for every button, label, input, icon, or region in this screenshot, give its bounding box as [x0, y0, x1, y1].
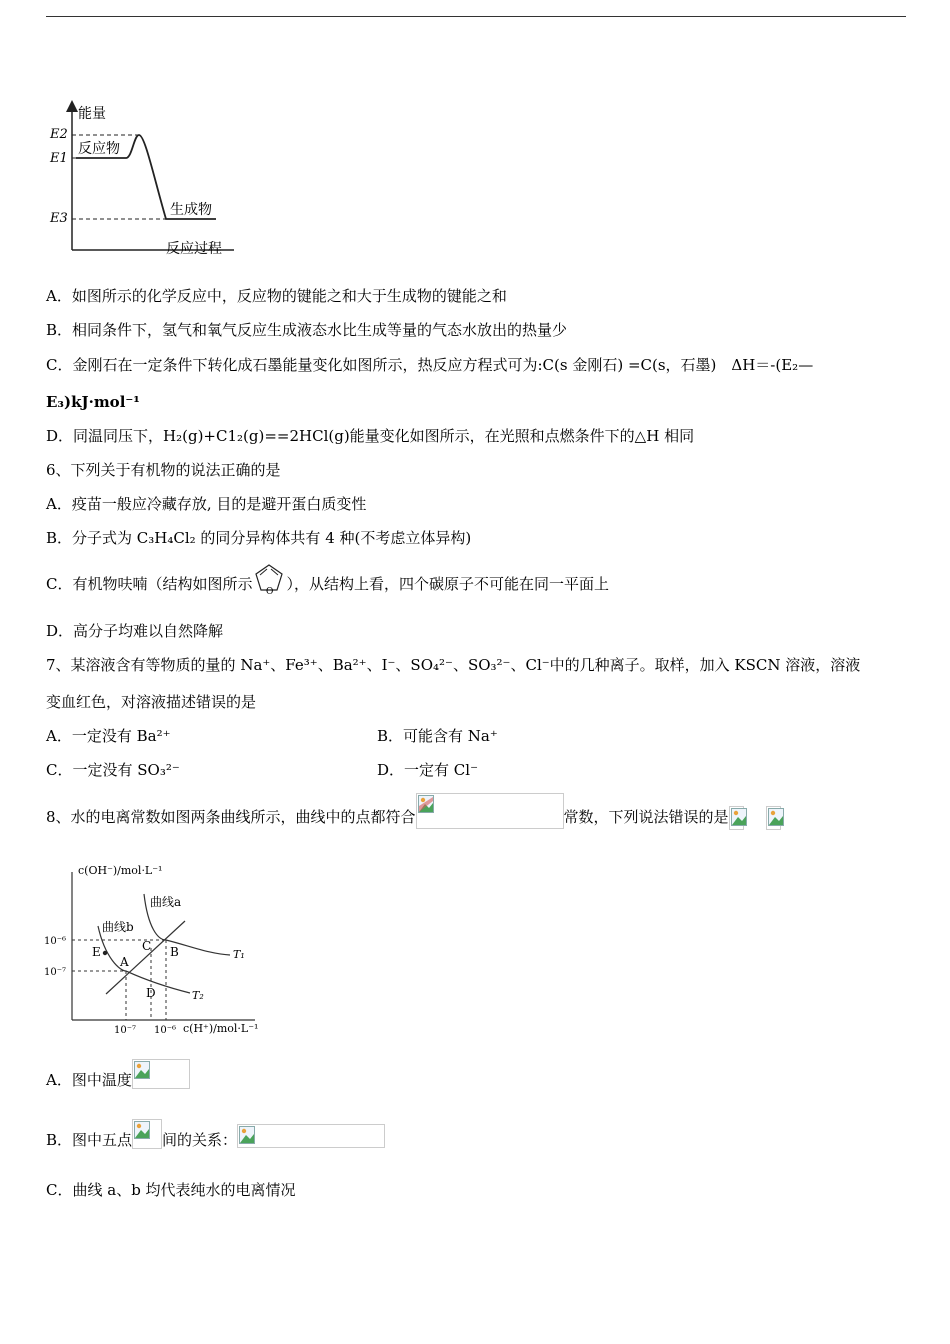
energy-e2-label: E2	[50, 127, 68, 142]
q8-option-a	[46, 1070, 190, 1090]
chart-x-label: c(H⁺)/mol·L⁻¹	[183, 1022, 259, 1035]
q7-stem-line2: 变血红色，对溶液描述错误的是	[46, 693, 257, 711]
y-tick-label: 10⁻⁷	[44, 967, 67, 978]
kw-chart	[40, 858, 270, 1040]
broken-image-icon	[766, 806, 781, 830]
q6-option-d: D．高分子均难以自然降解	[46, 622, 224, 640]
series-label: 曲线a	[150, 895, 182, 909]
broken-image-icon	[237, 1124, 385, 1148]
series-end-label: T₂	[192, 989, 204, 1002]
energy-e3-label: E3	[50, 211, 68, 226]
point-label: D	[146, 986, 156, 1000]
svg-text:O: O	[266, 587, 274, 595]
q8-stem-prefix: 8、水的电离常数如图两条曲线所示，曲线中的点都符合	[46, 808, 416, 826]
point-label: A	[120, 955, 129, 969]
furan-structure-icon	[252, 561, 286, 595]
energy-y-label: 能量	[78, 106, 106, 122]
q5-option-c-line2: E₃)kJ·mol⁻¹	[46, 393, 140, 411]
y-tick-label: 10⁻⁶	[44, 936, 67, 947]
broken-image-icon	[132, 1119, 162, 1149]
q5-option-a: A．如图所示的化学反应中，反应物的键能之和大于生成物的键能之和	[46, 287, 507, 305]
q6-option-a: A．疫苗一般应冷藏存放, 目的是避开蛋白质变性	[46, 495, 367, 513]
point-label: C	[142, 939, 152, 953]
energy-diagram	[46, 98, 246, 263]
x-tick-label: 10⁻⁶	[154, 1025, 177, 1036]
point-e-dot	[103, 951, 107, 955]
series-end-label: T₁	[233, 948, 245, 961]
broken-image-icon	[729, 806, 744, 830]
energy-e1-label: E1	[50, 151, 68, 166]
q7-option-c: C．一定没有 SO₃²⁻	[46, 761, 180, 779]
q7-option-b: B．可能含有 Na⁺	[377, 727, 498, 745]
q6-option-c	[46, 574, 609, 595]
chart-y-label: c(OH⁻)/mol·L⁻¹	[78, 864, 163, 877]
q8-option-c: C．曲线 a、b 均代表纯水的电离情况	[46, 1181, 296, 1199]
broken-image-icon	[132, 1059, 190, 1089]
q6-option-c-prefix: C．有机物呋喃（结构如图所示	[46, 575, 253, 593]
q8-stem	[46, 806, 781, 830]
broken-image-icon	[416, 793, 564, 829]
point-label: E	[92, 945, 101, 959]
header-rule	[46, 16, 906, 17]
energy-x-label: 反应过程	[166, 241, 222, 257]
q8-stem-mid: 常数，下列说法错误的是	[563, 808, 729, 826]
q7-stem-line1: 7、某溶液含有等物质的量的 Na⁺、Fe³⁺、Ba²⁺、I⁻、SO₄²⁻、SO₃²⁻、Cl⁻中的几种离子。取样，加入 KSCN 溶液，溶液	[46, 656, 861, 674]
q8-option-a-prefix: A．图中温度	[46, 1071, 132, 1089]
product-label: 生成物	[170, 202, 212, 218]
x-tick-label: 10⁻⁷	[114, 1025, 137, 1036]
q7-option-a: A．一定没有 Ba²⁺	[46, 727, 171, 745]
q6-option-b: B．分子式为 C₃H₄Cl₂ 的同分异构体共有 4 种(不考虑立体异构)	[46, 529, 472, 547]
q5-option-c-line1: C．金刚石在一定条件下转化成石墨能量变化如图所示，热反应方程式可为:C(s 金刚石) =C(s，石墨) ΔH＝-(E₂—	[46, 356, 814, 374]
q8-option-b-mid: 间的关系：	[162, 1131, 238, 1149]
series-label: 曲线b	[102, 920, 134, 934]
q8-option-b-prefix: B．图中五点	[46, 1131, 133, 1149]
reactant-label: 反应物	[78, 141, 120, 157]
q7-option-d: D．一定有 Cl⁻	[377, 761, 478, 779]
q6-stem: 6、下列关于有机物的说法正确的是	[46, 461, 281, 479]
q5-option-d: D．同温同压下，H₂(g)+C1₂(g)==2HCl(g)能量变化如图所示，在光照和点燃条件下的△H 相同	[46, 427, 695, 445]
point-label: B	[170, 945, 179, 959]
q5-option-b: B．相同条件下，氢气和氧气反应生成液态水比生成等量的气态水放出的热量少	[46, 321, 568, 339]
q8-option-b	[46, 1130, 385, 1150]
q6-option-c-suffix: ），从结构上看，四个碳原子不可能在同一平面上	[286, 575, 609, 593]
